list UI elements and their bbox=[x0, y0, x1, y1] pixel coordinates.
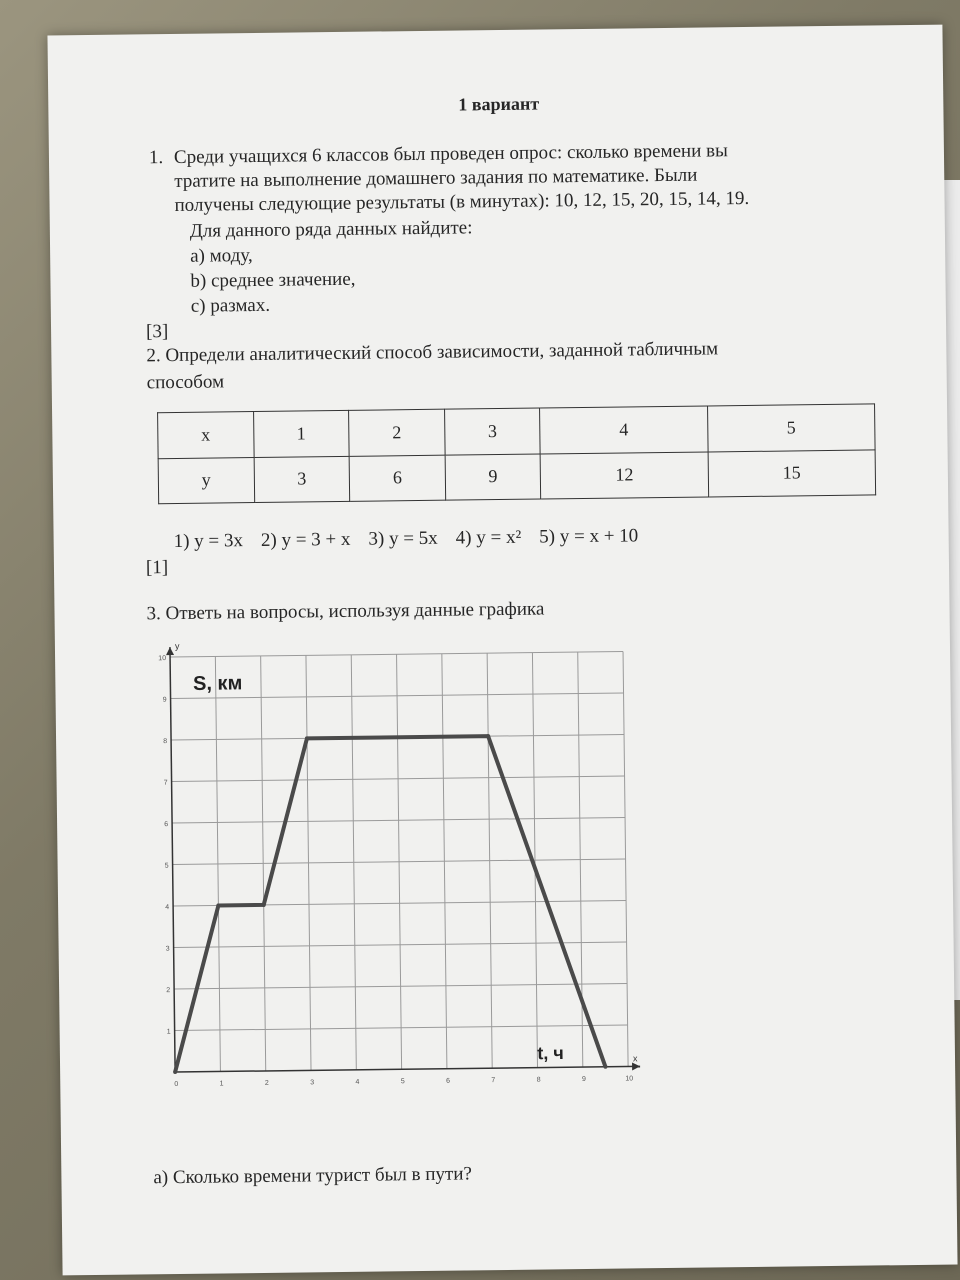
q1-line-1: Среди учащихся 6 классов был проведен опрос: сколько времени вы bbox=[173, 140, 728, 168]
q1-line-4: Для данного ряда данных найдите: bbox=[189, 217, 473, 242]
page-title: 1 вариант bbox=[458, 93, 540, 115]
q2-line-1: 2. Определи аналитический способ зависимости, заданной табличным bbox=[146, 338, 719, 367]
y-tick-label: 5 bbox=[164, 862, 169, 870]
q1-option-b: b) среднее значение, bbox=[190, 268, 356, 292]
q2-line-2: способом bbox=[146, 371, 225, 394]
q2-option-3: 3) y = 5x bbox=[368, 527, 438, 550]
x-tick-label: 3 bbox=[310, 1079, 315, 1087]
x-axis-arrow bbox=[632, 1062, 640, 1070]
table-cell: 6 bbox=[349, 455, 445, 502]
x-tick-label: 4 bbox=[355, 1078, 360, 1086]
q1-number: 1. bbox=[148, 147, 164, 169]
y-tick-label: 2 bbox=[166, 987, 171, 995]
y-tick-label: 6 bbox=[164, 821, 169, 829]
y-tick-label: 1 bbox=[166, 1028, 171, 1036]
q1-line-2: тратите на выполнение домашнего задания по математике. Были bbox=[174, 164, 698, 192]
table-cell: 3 bbox=[444, 408, 540, 455]
x-tick-label: 7 bbox=[491, 1077, 496, 1085]
graph-grid bbox=[170, 652, 628, 1073]
table-cell: 15 bbox=[708, 449, 876, 497]
q1-line-3: получены следующие результаты (в минутах): 10, 12, 15, 20, 15, 14, 19. bbox=[174, 187, 750, 216]
graph-ticks bbox=[158, 649, 633, 1088]
q2-options bbox=[174, 524, 639, 554]
table-cell: 3 bbox=[254, 456, 350, 503]
x-axis-line bbox=[175, 1066, 640, 1072]
table-row bbox=[158, 449, 876, 503]
q3-question-a: a) Сколько времени турист был в пути? bbox=[153, 1163, 473, 1189]
y-tick-label: 8 bbox=[163, 738, 168, 746]
q2-score: [1] bbox=[145, 557, 169, 579]
table-cell: 9 bbox=[445, 454, 541, 501]
table-cell: 5 bbox=[707, 404, 875, 452]
table-cell: 4 bbox=[540, 406, 708, 454]
x-tick-label: 1 bbox=[219, 1080, 224, 1088]
table-cell: 2 bbox=[349, 409, 445, 456]
y-tick-label: 7 bbox=[163, 779, 168, 787]
y-tick-label: 10 bbox=[158, 655, 167, 663]
graph-axes bbox=[163, 641, 640, 1076]
y-axis-name: y bbox=[174, 640, 180, 652]
table-cell: 12 bbox=[540, 451, 708, 499]
y-axis-line bbox=[170, 647, 175, 1072]
q2-option-2: 2) y = 3 + x bbox=[260, 528, 351, 551]
y-tick-label: 9 bbox=[162, 696, 167, 704]
x-tick-label: 5 bbox=[400, 1078, 405, 1086]
q2-option-1: 1) y = 3x bbox=[173, 530, 244, 553]
q1-option-a: a) моду, bbox=[190, 245, 253, 267]
distance-time-graph bbox=[140, 640, 646, 1112]
q2-option-4: 4) y = x² bbox=[455, 526, 522, 549]
table-cell: 1 bbox=[253, 410, 349, 457]
q2-data-table bbox=[157, 403, 876, 504]
x-tick-label: 8 bbox=[536, 1076, 541, 1084]
q3-line-1: 3. Ответь на вопросы, используя данные графика bbox=[146, 598, 545, 625]
y-tick-label: 4 bbox=[165, 904, 170, 912]
q1-option-c: c) размах. bbox=[190, 294, 271, 317]
worksheet-page bbox=[47, 25, 957, 1276]
y-axis-label: S, км bbox=[192, 672, 243, 695]
table-header-x: x bbox=[158, 412, 254, 459]
y-axis-arrow bbox=[166, 647, 174, 655]
x-tick-label: 0 bbox=[174, 1080, 179, 1089]
x-tick-label: 2 bbox=[264, 1079, 269, 1087]
x-tick-label: 10 bbox=[625, 1075, 634, 1083]
q2-option-5: 5) y = x + 10 bbox=[539, 525, 639, 548]
table-header-y: y bbox=[158, 457, 254, 504]
x-axis-name: x bbox=[632, 1053, 638, 1064]
x-tick-label: 6 bbox=[446, 1077, 451, 1085]
x-axis-label: t, ч bbox=[537, 1042, 564, 1064]
q1-score: [3] bbox=[145, 321, 169, 343]
y-tick-label: 3 bbox=[165, 945, 170, 953]
x-tick-label: 9 bbox=[581, 1076, 586, 1084]
